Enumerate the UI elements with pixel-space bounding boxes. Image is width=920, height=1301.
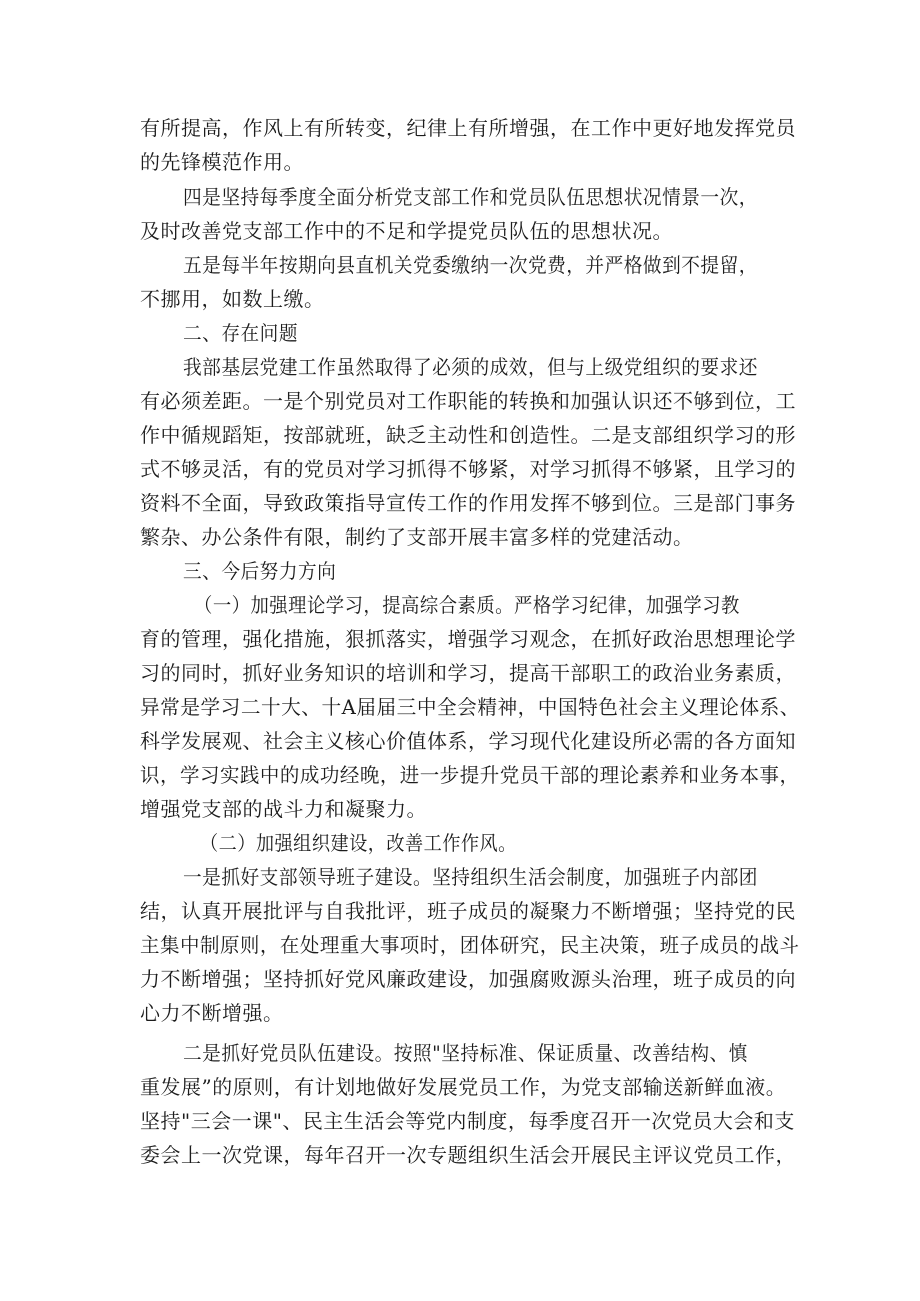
text-line: 心力不断增强。: [140, 1001, 284, 1025]
text-line: 及时改善党支部工作中的不足和学提党员队伍的思想状况。: [140, 219, 673, 243]
text-line: 不挪用，如数上缴。: [140, 287, 325, 311]
text-line: 结，认真开展批评与自我批评，班子成员的凝聚力不断增强；坚持党的民: [140, 899, 796, 923]
text-line: 主集中制原则，在处理重大事项时，团体研究，民主决策，班子成员的战斗: [140, 933, 800, 957]
text-line: 的先锋模范作用。: [140, 150, 304, 174]
text-line: 有必须差距。一是个别党员对工作职能的转换和加强认识还不够到位，工: [140, 389, 796, 413]
section-heading: 二、存在问题: [183, 321, 298, 345]
paragraph-start-line: 我部基层党建工作虽然取得了必须的成效，但与上级党组织的要求还: [183, 355, 758, 379]
text-line: 科学发展观、社会主义核心价值体系，学习现代化建设所必需的各方面知: [140, 729, 796, 753]
subsection-heading: （二）加强组织建设，改善工作作风。: [200, 831, 517, 855]
text-line: 力不断增强；坚持抓好党风廉政建设，加强腐败源头治理，班子成员的向: [140, 967, 796, 991]
text-line: 重发展”的原则，有计划地做好发展党员工作，为党支部输送新鲜血液。: [140, 1075, 787, 1099]
paragraph-start-line: 四是坚持每季度全面分析党支部工作和党员队伍思想状况情景一次，: [183, 185, 758, 209]
text-line: 作中循规蹈矩，按部就班，缺乏主动性和创造性。二是支部组织学习的形: [140, 423, 796, 447]
text-line: 委会上一次党课，每年召开一次专题组织生活会开展民主评议党员工作，: [140, 1143, 796, 1167]
text-line: 习的同时，抓好业务知识的培训和学习，提高干部职工的政治业务素质，: [140, 661, 796, 685]
text-line: 育的管理，强化措施，狠抓落实，增强学习观念，在抓好政治思想理论学: [140, 627, 796, 651]
subsection-heading-line: （一）加强理论学习，提高综合素质。严格学习纪律，加强学习教: [194, 593, 740, 617]
paragraph-start-line: 一是抓好支部领导班子建设。坚持组织生活会制度，加强班子内部团: [183, 865, 758, 889]
text-line: 繁杂、办公条件有限，制约了支部开展丰富多样的党建活动。: [140, 525, 694, 549]
paragraph-start-line: 二是抓好党员队伍建设。按照"坚持标准、保证质量、改善结构、慎: [183, 1041, 748, 1065]
text-line: 异常是学习二十大、十A届届三中全会精神，中国特色社会主义理论体系、: [140, 695, 800, 719]
paragraph-start-line: 五是每半年按期向县直机关党委缴纳一次党费，并严格做到不提留，: [183, 253, 758, 277]
text-line: 式不够灵活，有的党员对学习抓得不够紧，对学习抓得不够紧，且学习的: [140, 457, 796, 481]
text-line: 识，学习实践中的成功经晚，进一步提升党员干部的理论素养和业务本事，: [140, 763, 800, 787]
text-line: 坚持"三会一课"、民主生活会等党内制度，每季度召开一次党员大会和支: [140, 1109, 795, 1133]
text-line: 有所提高，作风上有所转变，纪律上有所增强，在工作中更好地发挥党员: [140, 116, 796, 140]
section-heading: 三、今后努力方向: [183, 559, 337, 583]
text-line: 增强党支部的战斗力和凝聚力。: [140, 797, 427, 821]
text-line: 资料不全面，导致政策指导宣传工作的作用发挥不够到位。三是部门事务: [140, 491, 796, 515]
